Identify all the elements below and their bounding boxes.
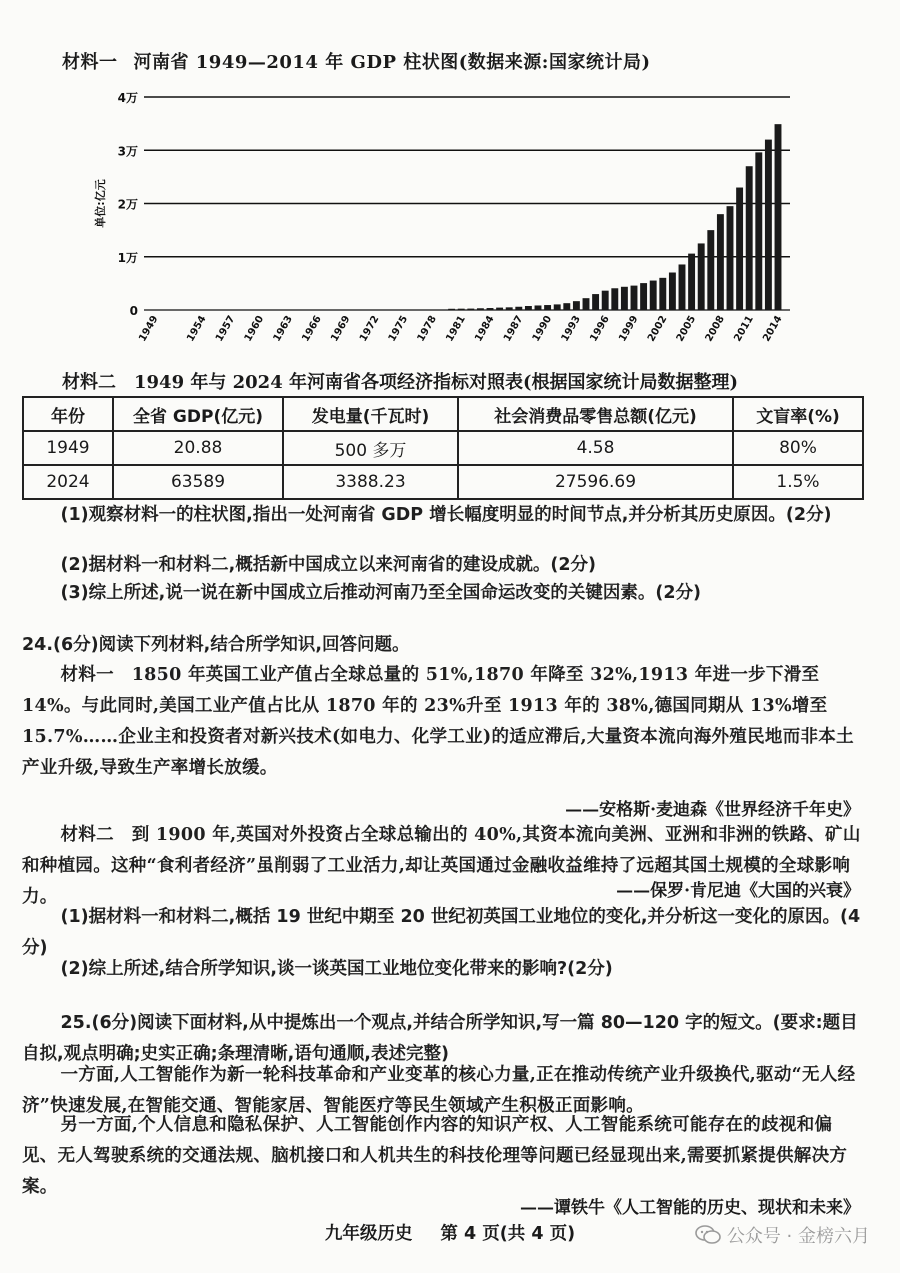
y-tick-label: 4万 — [117, 91, 138, 105]
table-cell: 80% — [733, 431, 863, 465]
bar — [736, 188, 743, 310]
x-tick-label: 1990 — [530, 314, 555, 344]
x-tick-label: 1999 — [617, 314, 641, 344]
bar — [554, 304, 561, 310]
table-cell: 20.88 — [113, 431, 283, 465]
bar — [755, 152, 762, 310]
q24-intro: 24.(6分)阅读下列材料,结合所学知识,回答问题。 — [22, 635, 410, 655]
x-tick-label: 1978 — [415, 314, 439, 344]
bar — [535, 305, 542, 310]
bar — [631, 286, 638, 310]
table-row — [23, 431, 863, 465]
q25-paragraph-1: 一方面,人工智能作为新一轮科技革命和产业变革的核心力量,正在推动传统产业升级换代,驱动“无人经济”快速发展,在智能交通、智能家居、智能医疗等民生领域产生积极正面影响。 — [22, 1065, 856, 1116]
economic-indicator-table — [22, 396, 864, 500]
bar — [688, 254, 695, 310]
q24-material-1: 材料一 1850 年英国工业产值占全球总量的 51%,1870 年降至 32%,1913 年进一步下滑至 14%。与此同时,美国工业产值占比从 1870 年的 23%升至 1913 年的 38%,德国同期从 13%增至 15.7%……企业主和投资者对新兴技术(如电力、化学工业)的适应滞后,大量资本流向海外殖民地而非本土产业升级,导致生产率增长放缓。 — [22, 665, 854, 778]
bar — [506, 307, 513, 310]
bar — [611, 288, 618, 310]
x-tick-label: 1975 — [386, 314, 411, 344]
x-tick-label: 1960 — [242, 314, 267, 344]
bar — [573, 301, 580, 310]
y-tick-label: 0 — [129, 304, 138, 318]
bar — [544, 305, 551, 310]
bar — [679, 264, 686, 310]
x-tick-label: 2011 — [732, 314, 756, 344]
bar — [496, 308, 503, 310]
table-cell: 500 多万 — [283, 431, 458, 465]
gdp-bar-chart — [90, 82, 800, 352]
bar — [602, 291, 609, 310]
bar — [659, 278, 666, 310]
x-tick-label: 2002 — [645, 314, 670, 344]
q23-question-3: (3)综上所述,说一说在新中国成立后推动河南乃至全国命运改变的关键因素。(2分) — [60, 583, 701, 603]
bar — [487, 308, 494, 310]
table-cell: 1949 — [23, 431, 113, 465]
material2-caption: 1949 年与 2024 年河南省各项经济指标对照表(根据国家统计局数据整理) — [134, 372, 739, 393]
material1-title — [62, 48, 650, 74]
y-axis-label: 单位:亿元 — [94, 179, 107, 228]
x-tick-label: 2005 — [674, 314, 699, 344]
y-tick-label: 3万 — [117, 144, 138, 159]
x-tick-label: 1969 — [329, 314, 353, 344]
material2-title — [62, 368, 738, 394]
y-tick-label: 2万 — [117, 197, 138, 212]
material2-label: 材料二 — [62, 372, 116, 393]
q24-material-1-source: ——安格斯·麦迪森《世界经济千年史》 — [565, 800, 860, 820]
bar — [477, 308, 484, 310]
table-row — [23, 465, 863, 499]
material1-caption: 河南省 1949—2014 年 GDP 柱状图(数据来源:国家统计局) — [133, 52, 651, 73]
bar — [746, 166, 753, 310]
bar — [592, 294, 599, 310]
x-tick-label: 1966 — [300, 314, 324, 344]
table-cell: 2024 — [23, 465, 113, 499]
q24-question-2: (2)综上所述,结合所学知识,谈一谈英国工业地位变化带来的影响?(2分) — [60, 959, 613, 979]
bar — [707, 230, 714, 310]
material1-label: 材料一 — [62, 52, 118, 73]
bar — [563, 303, 570, 310]
q23-question-1: (1)观察材料一的柱状图,指出一处河南省 GDP 增长幅度明显的时间节点,并分析其历史原因。(2分) — [60, 505, 832, 525]
table-header-cell: 年份 — [23, 397, 113, 431]
x-tick-label: 1949 — [137, 314, 161, 344]
q23-question-2: (2)据材料一和材料二,概括新中国成立以来河南省的建设成就。(2分) — [60, 555, 596, 575]
x-tick-label: 1996 — [588, 314, 612, 344]
x-tick-label: 1954 — [185, 314, 209, 344]
table-header-cell: 全省 GDP(亿元) — [113, 397, 283, 431]
bar — [669, 273, 676, 310]
x-tick-label: 1987 — [501, 314, 526, 344]
q25-source: ——谭铁牛《人工智能的历史、现状和未来》 — [520, 1198, 860, 1218]
table-cell: 63589 — [113, 465, 283, 499]
watermark-text: 公众号 · 金榜六月 — [726, 1226, 870, 1247]
x-tick-label: 2014 — [761, 314, 785, 344]
table-header-cell: 社会消费品零售总额(亿元) — [458, 397, 733, 431]
bar — [448, 309, 455, 310]
x-tick-label: 1957 — [213, 314, 238, 344]
bar — [583, 298, 590, 310]
watermark — [695, 1222, 870, 1248]
wechat-icon — [695, 1225, 721, 1245]
table-cell: 4.58 — [458, 431, 733, 465]
bar — [727, 206, 734, 310]
q25-paragraph-2: 另一方面,个人信息和隐私保护、人工智能创作内容的知识产权、人工智能系统可能存在的歧视和偏见、无人驾驶系统的交通法规、脑机接口和人机共生的科技伦理等问题已经显现出来,需要抓紧提供解决方案。 — [22, 1115, 848, 1197]
footer-page-number: 第 4 页(共 4 页) — [440, 1224, 576, 1244]
table-header-cell: 文盲率(%) — [733, 397, 863, 431]
bar — [621, 287, 628, 310]
bar — [525, 306, 532, 310]
bar — [515, 307, 522, 310]
q25-intro: 25.(6分)阅读下面材料,从中提炼出一个观点,并结合所学知识,写一篇 80—120 字的短文。(要求:题目自拟,观点明确;史实正确;条理清晰,语句通顺,表述完整) — [22, 1013, 858, 1064]
x-tick-label: 1963 — [271, 314, 295, 344]
footer-subject: 九年级历史 — [324, 1224, 413, 1244]
q24-material-2: 材料二 到 1900 年,英国对外投资占全球总输出的 40%,其资本流向美洲、亚洲和非洲的铁路、矿山和种植园。这种“食利者经济”虽削弱了工业活力,却让英国通过金融收益维持了远超其国土规模的全球影响力。 — [22, 825, 861, 907]
bar — [698, 243, 705, 310]
bar — [650, 281, 657, 310]
table-header-cell: 发电量(千瓦时) — [283, 397, 458, 431]
table-cell: 3388.23 — [283, 465, 458, 499]
x-tick-label: 1972 — [357, 314, 382, 344]
table-cell: 27596.69 — [458, 465, 733, 499]
x-tick-label: 1981 — [444, 314, 468, 344]
bar — [458, 309, 465, 310]
x-tick-label: 1984 — [473, 314, 497, 344]
y-tick-label: 1万 — [117, 250, 138, 265]
bar — [467, 309, 474, 310]
q24-question-1: (1)据材料一和材料二,概括 19 世纪中期至 20 世纪初英国工业地位的变化,并分析这一变化的原因。(4分) — [22, 907, 861, 958]
x-tick-label: 2008 — [703, 314, 727, 344]
bar — [765, 140, 772, 310]
x-tick-label: 1993 — [559, 314, 583, 344]
q24-material-2-source: ——保罗·肯尼迪《大国的兴衰》 — [616, 881, 860, 901]
bar — [775, 124, 782, 310]
table-cell: 1.5% — [733, 465, 863, 499]
bar — [717, 214, 724, 310]
bar — [640, 283, 647, 310]
table-header-row — [23, 397, 863, 431]
